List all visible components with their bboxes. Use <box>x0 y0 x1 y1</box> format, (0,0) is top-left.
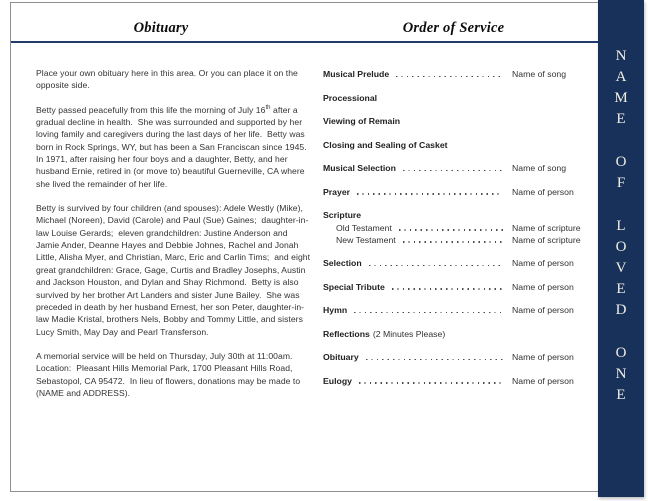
obituary-title: Obituary <box>133 20 189 36</box>
sidebar-letter: N <box>615 366 627 382</box>
service-item-label: New Testament <box>336 234 396 245</box>
sidebar-letter: M <box>614 90 628 106</box>
sidebar-letter: V <box>615 260 627 276</box>
service-item <box>323 305 591 315</box>
service-item-value: Name of person <box>512 375 574 386</box>
sidebar-letter: O <box>615 154 627 170</box>
service-item-label: Eulogy <box>323 375 352 386</box>
dot-leader <box>354 312 503 313</box>
service-item <box>323 210 591 245</box>
service-row <box>323 140 591 150</box>
dot-leader <box>369 265 503 266</box>
service-item-label: Viewing of Remain <box>323 116 401 126</box>
sidebar-letter: E <box>616 387 626 403</box>
service-item-value: Name of person <box>512 186 574 197</box>
service-item-label: Scripture <box>323 210 362 220</box>
service-item-value: Name of person <box>512 258 574 268</box>
service-item-label: Closing and Sealing of Casket <box>323 139 448 150</box>
service-item-value: Name of song <box>512 163 567 173</box>
service-row <box>323 93 591 103</box>
service-row <box>323 258 591 268</box>
obituary-text-column <box>36 67 313 411</box>
obituary-paragraph: Betty passed peacefully from this life the morning of July 16th after a gradual decline in health. She was surrounded and supported by her loving family and caregivers during the last days of her life. Betty was born in Rock Springs, WY, but has been a San Franciscan since 1945. In 1971, after raising her four boys and a daughter, Betty, and her husband Ernie, retired in (or move to) beautiful Guerneville, CA where she lived the remainder of her life. <box>36 104 312 189</box>
service-item <box>323 376 591 386</box>
service-item-label: Selection <box>323 258 362 268</box>
service-item-label: Obituary <box>323 352 359 362</box>
sidebar-letter: O <box>615 239 627 255</box>
service-item-label: Prayer <box>323 186 351 197</box>
service-item-label: Musical Selection <box>323 163 396 173</box>
service-item <box>323 352 591 362</box>
service-row <box>323 187 591 197</box>
dot-leader <box>359 382 503 383</box>
service-item <box>323 187 591 197</box>
dot-leader <box>403 241 503 242</box>
dot-leader <box>403 170 503 171</box>
sidebar-letter: N <box>615 48 627 64</box>
service-item-value: Name of person <box>512 352 574 362</box>
service-row <box>323 69 591 79</box>
service-item-value: Name of person <box>512 305 574 315</box>
service-item-label: Old Testament <box>336 222 392 233</box>
order-of-service-title: Order of Service <box>402 20 505 36</box>
service-item <box>323 163 591 173</box>
dot-leader <box>366 359 503 360</box>
service-item-value: Name of scripture <box>512 234 581 245</box>
service-item <box>323 329 591 339</box>
vertical-name-text <box>598 0 644 406</box>
service-row <box>323 210 591 220</box>
service-item <box>323 93 591 103</box>
obituary-paragraph: A memorial service will be held on Thursday, July 30th at 11:00am. Location: Pleasant Hills Memorial Park, 1700 Pleasant Hills Road, Sebastopol, CA 95472. In lieu of flowers, donations may be made to (NAME and ADDRESS). <box>36 350 303 398</box>
sidebar-letter: D <box>615 302 627 318</box>
sidebar-letter: F <box>616 175 626 191</box>
sidebar-letter: L <box>616 218 626 234</box>
dot-leader <box>399 229 503 230</box>
obituary-paragraph: Betty is survived by four children (and spouses): Adele Westly (Mike), Michael (Noreen), David (Carole) and Paul (Sue) Gaines; daughter-in-law Louise Gerards; eleven grandchildren: Justine Anderson and Jamie Ander, Deanne Hayes and Debbie Johnes, Rachel and Jonah Little, Alisha Myer, and Christian, Marc, Eric and Carlin Tims; and eight great grandchildren: Grace, Gage, Curtis and Bradley Josephs, Austin and Jackson Houston, and Dylan and Shay Richmond. Betty is also survived by her brother Art Landers and sister June Bailey. She was preceded in death by her husband Ernest, her son Peter, daughter-in-law Madie Kristal, brothers Nels, Bobby and Tommy Little, and sisters Lucy Smith, May Day and Pearl Transferson. <box>36 203 313 337</box>
service-item <box>323 116 591 126</box>
dot-leader <box>392 288 503 289</box>
name-of-loved-one-sidebar <box>598 0 644 497</box>
service-row <box>323 163 591 173</box>
service-item-label: Special Tribute <box>323 281 385 292</box>
service-row <box>323 329 591 339</box>
obituary-paragraph: Place your own obituary here in this area. Or you can place it on the opposite side. <box>36 68 301 91</box>
service-item-label: Reflections <box>323 328 370 339</box>
service-item-label: Hymn <box>323 305 348 315</box>
service-item <box>323 69 591 79</box>
service-item <box>323 282 591 292</box>
service-item-label: Processional <box>323 92 378 103</box>
header-row <box>11 3 639 43</box>
service-row <box>323 305 591 315</box>
service-row <box>323 352 591 362</box>
service-row <box>323 223 591 233</box>
service-item <box>323 258 591 268</box>
program-spread-card <box>10 2 640 492</box>
service-item-label: Musical Prelude <box>323 69 390 79</box>
service-item-note: (2 Minutes Please) <box>372 328 446 339</box>
service-row <box>323 376 591 386</box>
sidebar-letter: E <box>616 111 626 127</box>
scripture-sub-items <box>323 223 591 245</box>
service-item <box>323 140 591 150</box>
service-row <box>323 116 591 126</box>
service-item-value: Name of scripture <box>512 222 581 233</box>
dot-leader <box>357 193 503 194</box>
sidebar-letter: A <box>615 69 627 85</box>
sidebar-letter: E <box>616 281 626 297</box>
service-item-value: Name of person <box>512 281 574 292</box>
dot-leader <box>396 76 503 77</box>
service-item-value: Name of song <box>512 69 567 79</box>
sidebar-letter: O <box>615 345 627 361</box>
order-of-service-column <box>323 69 591 399</box>
service-row <box>323 282 591 292</box>
service-row <box>323 235 591 245</box>
